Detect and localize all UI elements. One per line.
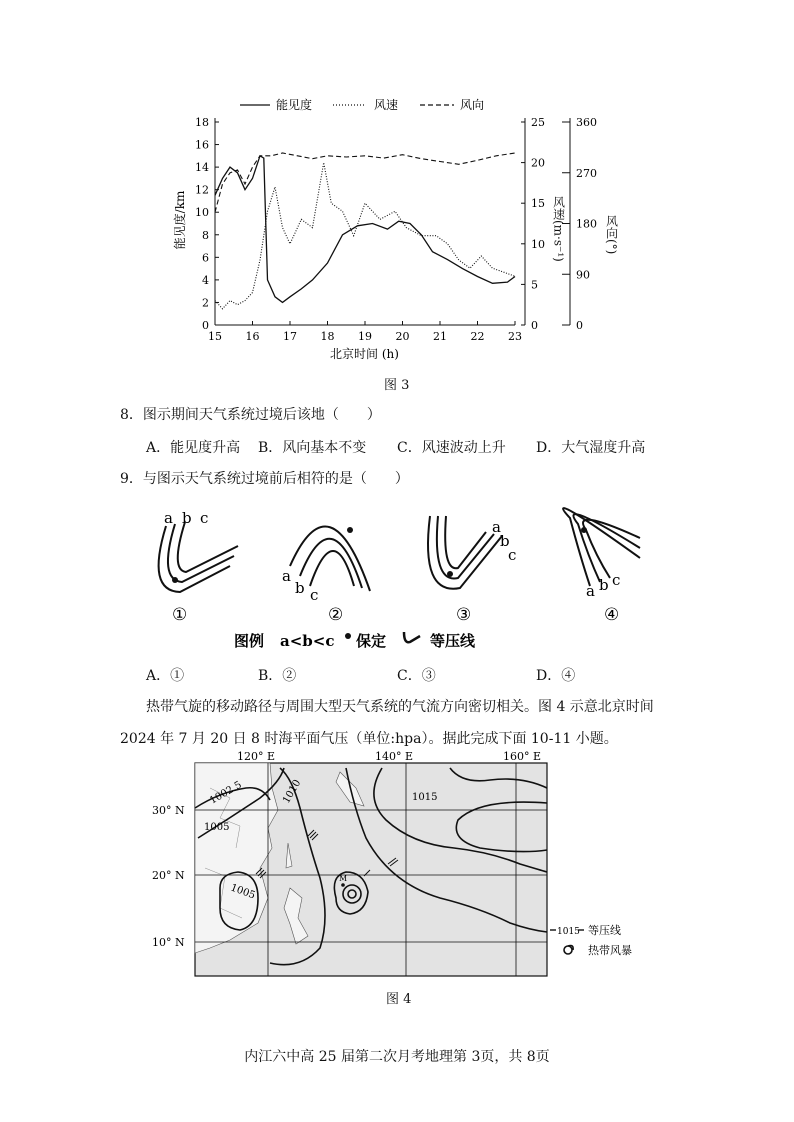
figure3-chart bbox=[170, 90, 610, 365]
isobar-label-1005-south: 1005 bbox=[228, 882, 257, 902]
diagram3-letter-c: c bbox=[508, 546, 517, 564]
diagram1-letter-a: a bbox=[164, 509, 173, 527]
diagram2-letter-c: c bbox=[310, 586, 319, 604]
y-left-tick-label: 10 bbox=[195, 206, 209, 220]
lat-label-10: 10° N bbox=[152, 936, 185, 949]
storm-label: M bbox=[339, 874, 348, 883]
lon-label-160: 160° E bbox=[502, 750, 542, 763]
y-right2-tick-label: 90 bbox=[576, 268, 590, 282]
q9-option-a[interactable]: A．① bbox=[146, 668, 185, 684]
x-tick-label: 23 bbox=[508, 330, 522, 343]
ylabel-right1-text: 风速(m·s⁻¹) bbox=[551, 196, 566, 262]
x-tick-label: 16 bbox=[245, 330, 260, 343]
legend-storm-icon bbox=[564, 946, 573, 955]
legend-winddir-label: 风向 bbox=[460, 98, 485, 112]
x-tick-label: 15 bbox=[208, 330, 222, 343]
page-footer: 内江六中高 25 届第二次月考地理第 3页，共 8页 bbox=[244, 1049, 550, 1065]
diagram-3 bbox=[428, 516, 502, 589]
y-left-tick-label: 18 bbox=[195, 116, 209, 129]
baoding-dot-2 bbox=[347, 527, 353, 533]
y-left-tick-label: 12 bbox=[195, 183, 209, 197]
baoding-dot-4 bbox=[581, 527, 587, 533]
q9-option-b[interactable]: B．② bbox=[258, 668, 297, 684]
ylabel-right1 bbox=[551, 196, 565, 265]
x-tick-label: 18 bbox=[320, 330, 335, 343]
figure3-series bbox=[215, 153, 515, 309]
q8-option-c[interactable]: C．风速波动上升 bbox=[397, 440, 506, 456]
series-line-visibility bbox=[215, 156, 515, 303]
figure9-diagrams bbox=[140, 496, 660, 654]
isobar-label-1015: 1015 bbox=[412, 792, 438, 803]
ylabel-right2-text: 风向(°) bbox=[604, 215, 619, 255]
q8-stem: 8．图示期间天气系统过境后该地（ ） bbox=[120, 407, 381, 423]
figure3-axes bbox=[195, 116, 597, 343]
y-right2-tick-label: 270 bbox=[576, 166, 597, 180]
figure4-map bbox=[150, 748, 660, 978]
y-right1-tick-label: 25 bbox=[531, 116, 545, 129]
diagram4-letter-c: c bbox=[612, 571, 621, 589]
diagram3-label: ③ bbox=[456, 605, 472, 625]
series-line-wind-direction bbox=[215, 153, 515, 212]
y-left-tick-label: 14 bbox=[195, 161, 209, 175]
y-right1-tick-label: 20 bbox=[531, 156, 545, 170]
y-left-tick-label: 2 bbox=[202, 296, 209, 310]
figure9-legend-isobar: 等压线 bbox=[430, 632, 476, 650]
lon-label-140: 140° E bbox=[374, 750, 414, 763]
isobar-label-1002-5: 1002.5 bbox=[208, 779, 244, 807]
diagram-4 bbox=[563, 508, 640, 586]
q8-option-a[interactable]: A．能见度升高 bbox=[146, 440, 241, 456]
passage-line-1: 热带气旋的移动路径与周围大型天气系统的气流方向密切相关。图 4 示意北京时间 bbox=[146, 699, 654, 715]
y-right1-tick-label: 5 bbox=[531, 278, 538, 292]
isobar-label-1005-north: 1005 bbox=[204, 822, 230, 833]
x-tick-label: 21 bbox=[433, 330, 447, 343]
lon-label-120: 120° E bbox=[236, 750, 276, 763]
diagram2-label: ② bbox=[328, 605, 344, 625]
figure4-caption: 图 4 bbox=[386, 992, 412, 1007]
legend-storm-text: 热带风暴 bbox=[588, 944, 632, 957]
q9-stem: 9．与图示天气系统过境前后相符的是（ ） bbox=[120, 471, 409, 487]
figure3-caption: 图 3 bbox=[384, 378, 410, 393]
diagram1-letter-b: b bbox=[182, 509, 192, 527]
y-left-tick-label: 16 bbox=[195, 138, 209, 152]
isobar-label-1010: 1010 bbox=[281, 777, 304, 806]
legend-isobar-icon bbox=[404, 632, 420, 642]
y-right1-tick-label: 15 bbox=[531, 197, 545, 211]
figure9-legend-prefix: 图例 bbox=[234, 632, 265, 650]
x-tick-label: 20 bbox=[395, 330, 410, 343]
xlabel: 北京时间 (h) bbox=[330, 347, 399, 361]
x-tick-label: 17 bbox=[283, 330, 297, 343]
legend-isobar-text: 等压线 bbox=[588, 924, 621, 937]
series-line-wind-speed bbox=[215, 163, 515, 309]
x-tick-label: 19 bbox=[358, 330, 372, 343]
diagram3-letter-a: a bbox=[492, 518, 501, 536]
y-right1-tick-label: 0 bbox=[531, 319, 538, 332]
passage-line-2: 2024 年 7 月 20 日 8 时海平面气压（单位:hpa）。据此完成下面 10-11 小题。 bbox=[120, 731, 618, 747]
legend-windspeed-label: 风速 bbox=[374, 98, 399, 112]
ylabel-left: 能见度/km bbox=[173, 190, 187, 250]
q9-option-c[interactable]: C．③ bbox=[397, 668, 436, 684]
y-left-tick-label: 8 bbox=[202, 228, 209, 242]
diagram4-label: ④ bbox=[604, 605, 620, 625]
y-right1-tick-label: 10 bbox=[531, 237, 545, 251]
y-left-tick-label: 0 bbox=[202, 319, 209, 332]
diagram4-letter-b: b bbox=[599, 576, 609, 594]
ylabel-right2 bbox=[604, 215, 618, 257]
storm-center-dot bbox=[341, 883, 345, 887]
legend-baoding-dot bbox=[345, 633, 351, 639]
lat-label-30: 30° N bbox=[152, 804, 185, 817]
diagram2-letter-b: b bbox=[295, 579, 305, 597]
q9-option-d[interactable]: D．④ bbox=[536, 668, 576, 684]
y-right2-tick-label: 180 bbox=[576, 217, 597, 231]
diagram1-label: ① bbox=[172, 605, 188, 625]
legend-isobar-value: 1015 bbox=[557, 927, 580, 937]
x-tick-label: 22 bbox=[470, 330, 485, 343]
diagram-1 bbox=[159, 522, 238, 592]
figure9-legend-order: a<b<c bbox=[280, 632, 335, 650]
q8-option-d[interactable]: D．大气湿度升高 bbox=[536, 440, 646, 456]
figure9-legend-baoding: 保定 bbox=[356, 632, 387, 650]
q8-option-b[interactable]: B．风向基本不变 bbox=[258, 440, 367, 456]
baoding-dot-3 bbox=[447, 571, 453, 577]
diagram1-letter-c: c bbox=[200, 509, 209, 527]
y-right2-tick-label: 0 bbox=[576, 319, 583, 332]
baoding-dot-1 bbox=[172, 577, 178, 583]
y-right2-tick-label: 360 bbox=[576, 116, 597, 129]
legend-visibility-label: 能见度 bbox=[276, 98, 313, 112]
diagram2-letter-a: a bbox=[282, 567, 291, 585]
y-left-tick-label: 6 bbox=[202, 251, 209, 265]
diagram3-letter-b: b bbox=[500, 532, 510, 550]
diagram4-letter-a: a bbox=[586, 582, 595, 600]
lat-label-20: 20° N bbox=[152, 869, 185, 882]
y-left-tick-label: 4 bbox=[202, 273, 209, 287]
